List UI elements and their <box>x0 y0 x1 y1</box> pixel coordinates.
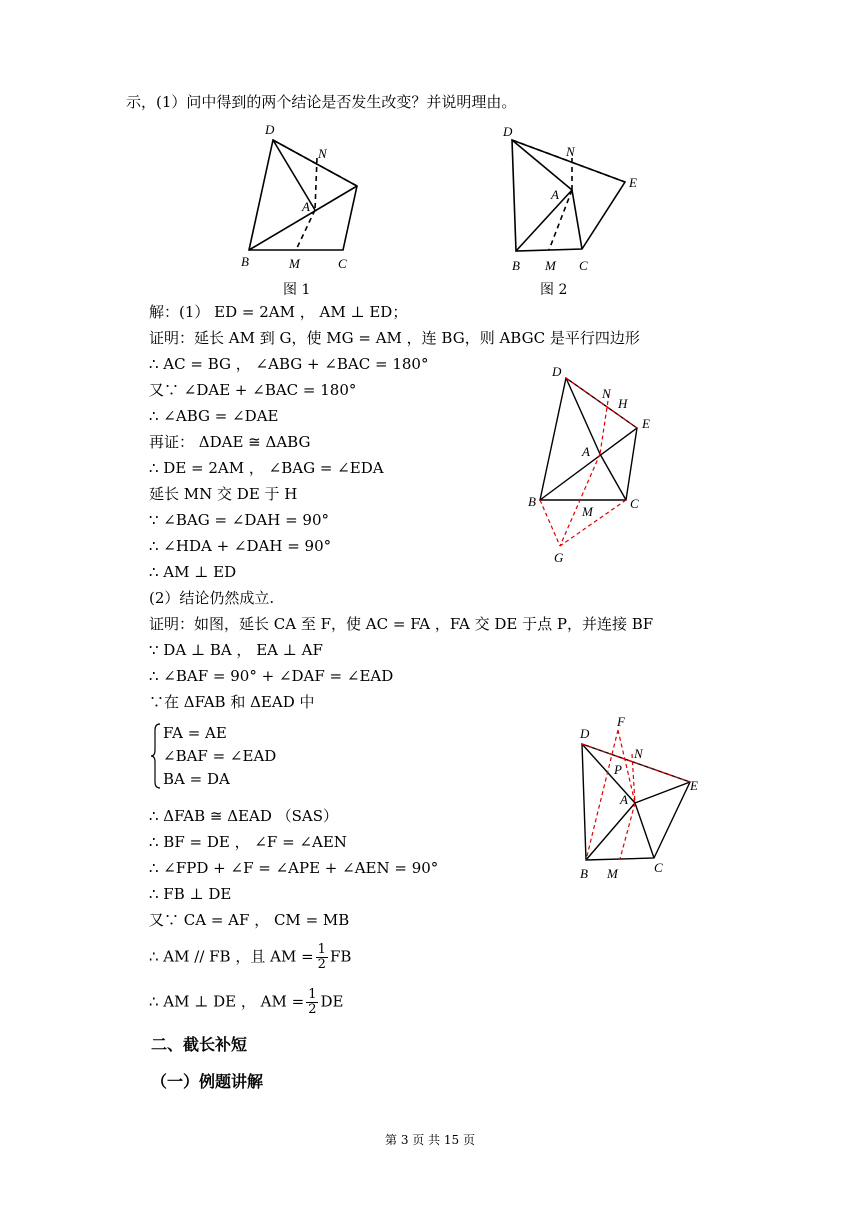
fig3-label-G: G <box>554 550 564 565</box>
solution-line-17: ∴ ΔFAB ≅ ΔEAD （SAS） <box>149 807 339 825</box>
figure-1 <box>235 118 375 278</box>
subsection-heading: （一）例题讲解 <box>151 1072 264 1091</box>
fig1-label-D: D <box>265 122 275 137</box>
figure-2 <box>498 118 648 278</box>
fraction-half-2 <box>306 988 318 1017</box>
fig3-label-N: N <box>602 386 611 401</box>
solution-line-2: 证明：延长 AM 到 G，使 MG = AM ，连 BG，则 ABGC 是平行四边形 <box>149 329 640 347</box>
solution-line-16: ∵在 ΔFAB 和 ΔEAD 中 <box>149 693 315 711</box>
figure-3 <box>520 360 670 570</box>
fig4-label-E: E <box>690 778 698 793</box>
figure-4 <box>572 712 707 882</box>
fig3-label-D: D <box>552 364 562 379</box>
solution-line-19: ∴ ∠FPD + ∠F = ∠APE + ∠AEN = 90° <box>149 859 439 877</box>
solution-line-7: ∴ DE = 2AM ， ∠BAG = ∠EDA <box>149 459 384 477</box>
fig3-label-H: H <box>618 396 628 411</box>
fig3-label-C: C <box>630 496 639 511</box>
intro-text: 示，(1）问中得到的两个结论是否发生改变？并说明理由。 <box>126 93 517 111</box>
fig2-label-N: N <box>566 144 575 159</box>
fig2-label-D: D <box>503 124 513 139</box>
system-eq-1: FA = AE <box>163 724 227 742</box>
fraction-half <box>316 943 328 972</box>
fig2-label-B: B <box>512 258 520 273</box>
system-eq-3: BA = DA <box>163 770 230 788</box>
section-heading: 二、截长补短 <box>151 1035 248 1054</box>
fig3-label-E: E <box>642 416 650 431</box>
fig2-label-A: A <box>551 187 559 202</box>
fig1-label-A: A <box>302 199 310 214</box>
fig4-label-C: C <box>654 860 663 875</box>
solution-line-10: ∴ ∠HDA + ∠DAH = 90° <box>149 537 332 555</box>
fraction-denominator: 2 <box>317 957 326 972</box>
solution-line-6: 再证： ΔDAE ≅ ΔABG <box>149 433 311 451</box>
fraction-numerator: 1 <box>317 942 326 957</box>
fraction-denominator-2: 2 <box>308 1002 317 1017</box>
solution-line-23-text: ∴ AM ⊥ DE ， AM = <box>149 992 305 1011</box>
fig3-label-A: A <box>582 444 590 459</box>
solution-line-23 <box>149 988 343 1017</box>
fig3-label-B: B <box>528 494 536 509</box>
fig1-label-C: C <box>338 256 347 271</box>
solution-line-12: (2）结论仍然成立. <box>149 589 275 607</box>
solution-line-9: ∵ ∠BAG = ∠DAH = 90° <box>149 511 330 529</box>
fig2-label-E: E <box>629 175 637 190</box>
system-eq-2: ∠BAF = ∠EAD <box>163 747 277 765</box>
fig2-label-C: C <box>579 258 588 273</box>
fig4-label-F: F <box>617 714 625 729</box>
solution-line-14: ∵ DA ⊥ BA ， EA ⊥ AF <box>149 641 323 659</box>
fig3-label-M: M <box>582 504 593 519</box>
solution-line-21: 又∵ CA = AF ， CM = MB <box>149 911 350 929</box>
solution-line-1: 解：(1） ED = 2AM ， AM ⊥ ED； <box>149 303 408 321</box>
fraction-numerator-2: 1 <box>308 987 317 1002</box>
solution-line-5: ∴ ∠ABG = ∠DAE <box>149 407 279 425</box>
solution-line-3: ∴ AC = BG ， ∠ABG + ∠BAC = 180° <box>149 355 429 373</box>
solution-line-15: ∴ ∠BAF = 90° + ∠DAF = ∠EAD <box>149 667 394 685</box>
system-brace <box>150 722 162 790</box>
figure-1-caption: 图 1 <box>283 282 311 298</box>
solution-line-22-text: ∴ AM // FB ，且 AM = <box>149 947 314 966</box>
solution-line-4: 又∵ ∠DAE + ∠BAC = 180° <box>149 381 357 399</box>
fig4-label-D: D <box>580 726 590 741</box>
figure-2-caption: 图 2 <box>540 282 568 298</box>
fig1-label-N: N <box>318 146 327 161</box>
fig4-label-N: N <box>634 746 643 761</box>
solution-line-23-tail: DE <box>320 992 344 1011</box>
solution-line-8: 延长 MN 交 DE 于 H <box>149 485 298 503</box>
fig4-label-P: P <box>614 762 622 777</box>
solution-line-22 <box>149 943 351 972</box>
page-footer: 第 3 页 共 15 页 <box>385 1133 475 1147</box>
solution-line-20: ∴ FB ⊥ DE <box>149 885 232 903</box>
solution-line-18: ∴ BF = DE ， ∠F = ∠AEN <box>149 833 347 851</box>
solution-line-22-tail: FB <box>329 947 352 966</box>
fig2-label-M: M <box>545 258 556 273</box>
fig4-label-B: B <box>580 866 588 881</box>
fig1-label-M: M <box>289 256 300 271</box>
fig4-label-A: A <box>620 792 628 807</box>
solution-line-13: 证明：如图，延长 CA 至 F，使 AC = FA ，FA 交 DE 于点 P，并连接 BF <box>149 615 654 633</box>
fig1-label-B: B <box>241 254 249 269</box>
solution-line-11: ∴ AM ⊥ ED <box>149 563 237 581</box>
fig4-label-M: M <box>607 866 618 881</box>
